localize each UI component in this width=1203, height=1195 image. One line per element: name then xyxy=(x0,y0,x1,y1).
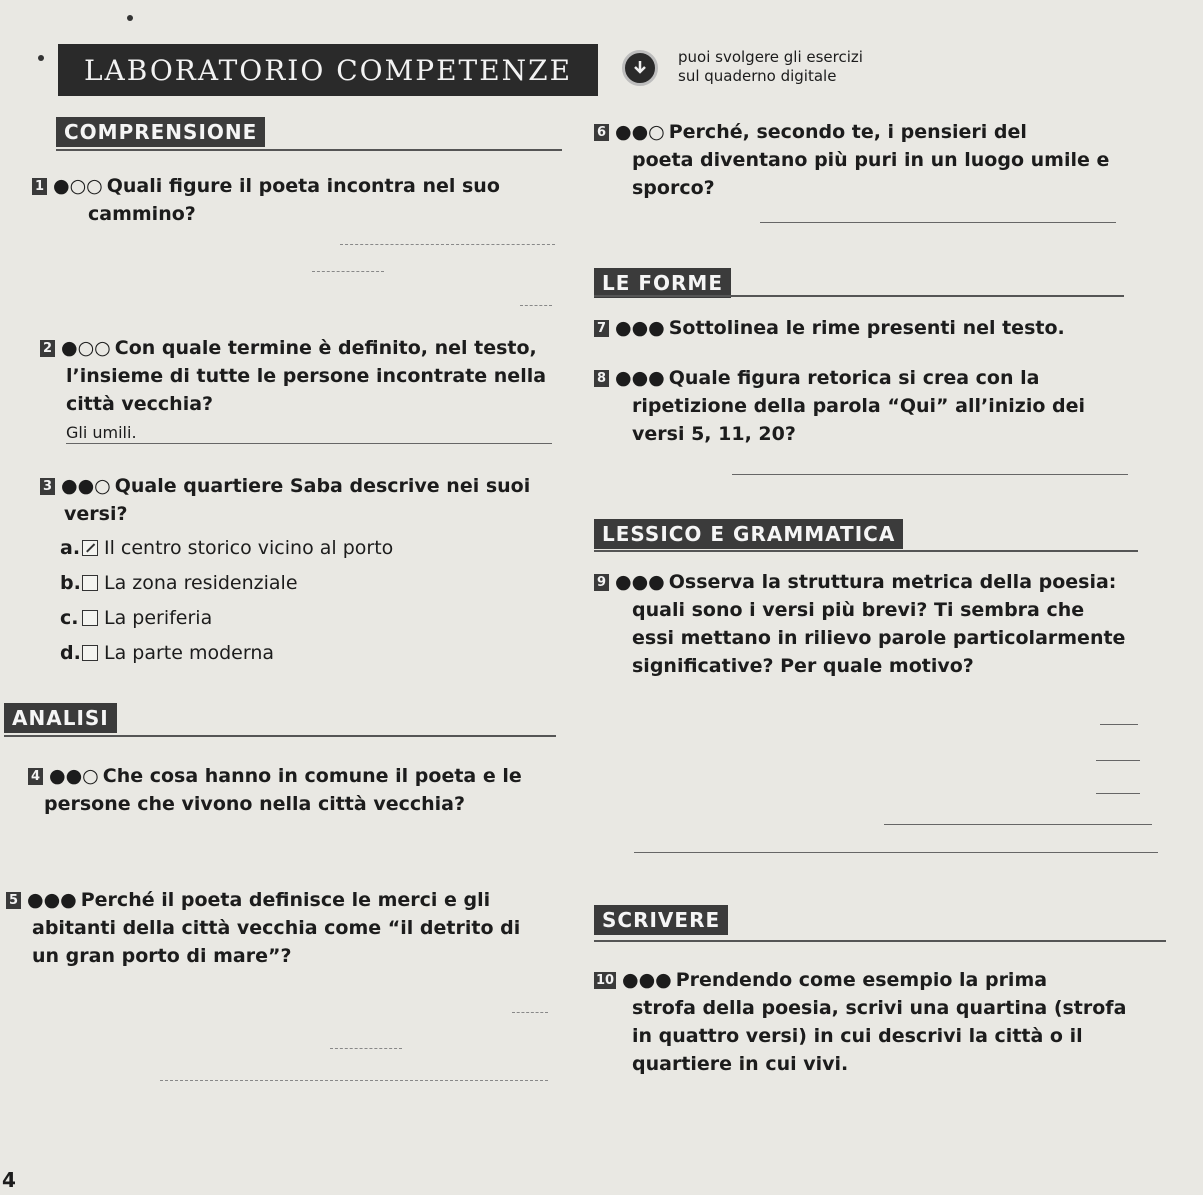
difficulty-indicator: ●○○ xyxy=(61,337,111,359)
difficulty-indicator: ●●○ xyxy=(615,121,665,143)
question-3 xyxy=(40,472,580,528)
question-text: persone che vivono nella città vecchia? xyxy=(44,793,465,815)
question-text: versi? xyxy=(64,503,128,525)
answer-line[interactable] xyxy=(520,305,552,307)
digital-note-line1: puoi svolgere gli esercizi xyxy=(678,48,863,66)
question-text: quali sono i versi più brevi? Ti sembra che xyxy=(632,599,1085,621)
question-text: Osserva la struttura metrica della poesia: xyxy=(668,571,1117,593)
question-text: essi mettano in rilievo parole particolarmente xyxy=(632,627,1126,649)
option-c[interactable]: c. La periferia xyxy=(60,607,213,629)
section-le-forme: LE FORME xyxy=(594,268,731,298)
difficulty-indicator: ●●● xyxy=(622,969,672,991)
question-1 xyxy=(32,172,572,228)
question-7 xyxy=(594,314,1154,342)
checkbox[interactable] xyxy=(82,575,98,591)
question-6 xyxy=(594,118,1154,202)
question-text: Quale quartiere Saba descrive nei suoi xyxy=(114,475,531,497)
section-rule xyxy=(594,940,1166,942)
question-text: strofa della poesia, scrivi una quartina (strofa xyxy=(632,997,1127,1019)
difficulty-indicator: ●●● xyxy=(615,571,665,593)
section-rule xyxy=(56,149,562,151)
question-text: città vecchia? xyxy=(66,393,214,415)
answer-line[interactable] xyxy=(312,271,384,273)
decorative-dot xyxy=(127,15,133,21)
section-lessico-grammatica: LESSICO E GRAMMATICA xyxy=(594,519,903,549)
handwritten-answer: Gli umili. xyxy=(66,423,137,442)
question-8 xyxy=(594,364,1154,448)
answer-line[interactable] xyxy=(634,852,1158,853)
answer-line[interactable] xyxy=(66,443,552,444)
answer-line[interactable] xyxy=(732,474,1128,475)
question-number: 8 xyxy=(594,370,609,387)
question-text: significative? Per quale motivo? xyxy=(632,655,974,677)
option-b[interactable]: b. La zona residenziale xyxy=(60,572,298,594)
download-icon[interactable] xyxy=(622,50,658,86)
question-number: 6 xyxy=(594,124,609,141)
section-rule xyxy=(4,735,556,737)
section-comprensione: COMPRENSIONE xyxy=(56,117,265,147)
checkbox[interactable] xyxy=(82,645,98,661)
question-9 xyxy=(594,568,1164,680)
option-a[interactable]: a. Il centro storico vicino al porto xyxy=(60,537,394,559)
question-text: Che cosa hanno in comune il poeta e le xyxy=(102,765,522,787)
question-text: Perché, secondo te, i pensieri del xyxy=(668,121,1027,143)
option-d[interactable]: d. La parte moderna xyxy=(60,642,275,664)
checkbox-checked[interactable] xyxy=(82,540,98,556)
question-text: quartiere in cui vivi. xyxy=(632,1053,849,1075)
decorative-dot xyxy=(38,55,44,61)
difficulty-indicator: ●●● xyxy=(615,367,665,389)
answer-line[interactable] xyxy=(1096,793,1140,794)
question-number: 9 xyxy=(594,574,609,591)
question-number: 4 xyxy=(28,768,43,785)
question-text: Sottolinea le rime presenti nel testo. xyxy=(668,317,1065,339)
digital-notebook-note xyxy=(678,48,863,86)
section-rule xyxy=(594,550,1138,552)
question-10 xyxy=(594,966,1174,1078)
question-text: ripetizione della parola “Qui” all’inizio dei xyxy=(632,395,1085,417)
question-text: sporco? xyxy=(632,177,715,199)
question-text: Quali figure il poeta incontra nel suo xyxy=(106,175,500,197)
question-text: Prendendo come esempio la prima xyxy=(675,969,1048,991)
checkbox[interactable] xyxy=(82,610,98,626)
question-number: 2 xyxy=(40,340,55,357)
difficulty-indicator: ●●○ xyxy=(61,475,111,497)
question-text: Quale figura retorica si crea con la xyxy=(668,367,1040,389)
question-text: versi 5, 11, 20? xyxy=(632,423,796,445)
answer-line[interactable] xyxy=(160,1080,548,1082)
question-text: poeta diventano più puri in un luogo umile e xyxy=(632,149,1110,171)
question-2 xyxy=(40,334,580,418)
question-5 xyxy=(6,886,576,970)
answer-line[interactable] xyxy=(330,1048,402,1050)
question-text: l’insieme di tutte le persone incontrate nella xyxy=(66,365,547,387)
answer-line[interactable] xyxy=(340,244,555,246)
difficulty-indicator: ●○○ xyxy=(53,175,103,197)
page-number: 4 xyxy=(2,1168,16,1192)
question-text: un gran porto di mare”? xyxy=(32,945,292,967)
question-number: 10 xyxy=(595,973,615,988)
options-list xyxy=(60,534,393,674)
question-number: 3 xyxy=(40,478,55,495)
answer-line[interactable] xyxy=(1096,760,1140,761)
difficulty-indicator: ●●● xyxy=(615,317,665,339)
question-text: Perché il poeta definisce le merci e gli xyxy=(80,889,491,911)
question-4 xyxy=(28,762,578,818)
question-number: 5 xyxy=(6,892,21,909)
section-scrivere: SCRIVERE xyxy=(594,905,728,935)
question-number: 7 xyxy=(594,320,609,337)
digital-note-line2: sul quaderno digitale xyxy=(678,67,837,85)
section-rule xyxy=(594,295,1124,297)
difficulty-indicator: ●●● xyxy=(27,889,77,911)
question-number: 1 xyxy=(32,178,47,195)
answer-line[interactable] xyxy=(1100,724,1138,725)
section-analisi: ANALISI xyxy=(4,703,117,733)
answer-line[interactable] xyxy=(884,824,1152,825)
question-text: abitanti della città vecchia come “il detrito di xyxy=(32,917,521,939)
difficulty-indicator: ●●○ xyxy=(49,765,99,787)
question-text: Con quale termine è definito, nel testo, xyxy=(114,337,537,359)
answer-line[interactable] xyxy=(760,222,1116,223)
answer-line[interactable] xyxy=(512,1012,548,1014)
page-title: LABORATORIO COMPETENZE xyxy=(58,44,598,96)
arrow-down-icon xyxy=(631,59,649,77)
question-text: in quattro versi) in cui descrivi la città o il xyxy=(632,1025,1083,1047)
question-text: cammino? xyxy=(88,203,196,225)
